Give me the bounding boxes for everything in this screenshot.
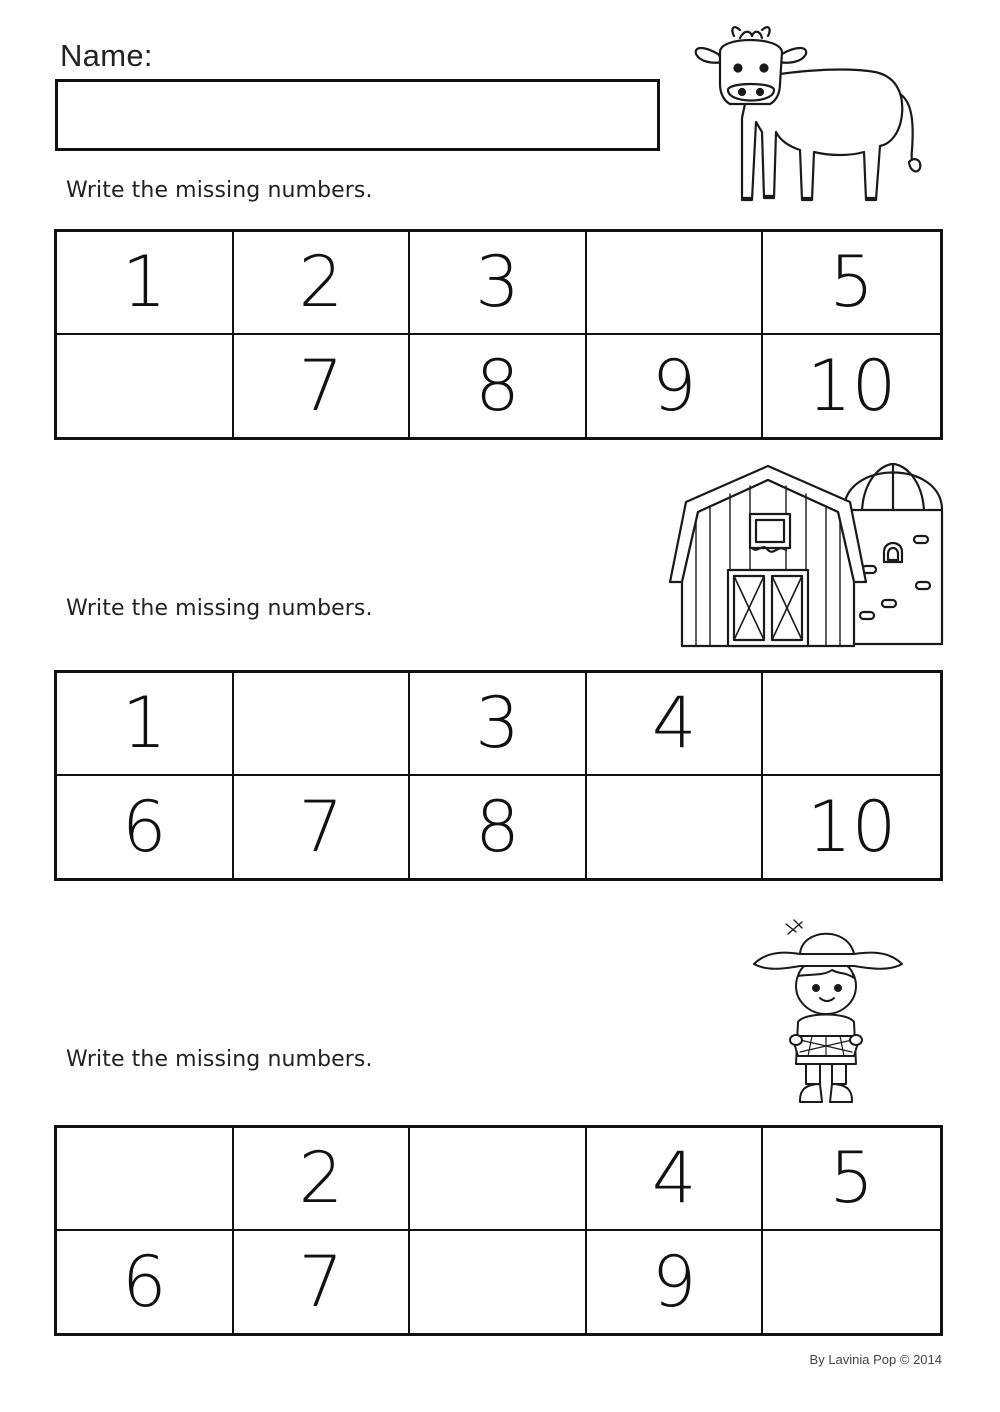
- number-cell: 8: [410, 776, 587, 879]
- instruction-text: Write the missing numbers.: [66, 1047, 373, 1072]
- number-cell: 1: [57, 673, 234, 776]
- number-cell: 6: [57, 1231, 234, 1334]
- number-cell: 10: [763, 776, 940, 879]
- missing-number-cell[interactable]: [763, 673, 940, 776]
- instruction-text: Write the missing numbers.: [66, 178, 373, 203]
- number-grid-3: [54, 1125, 943, 1336]
- farmer-boy-illustration: [748, 912, 908, 1112]
- number-cell: 10: [763, 335, 940, 438]
- number-cell: 2: [234, 1128, 411, 1231]
- number-cell: 2: [234, 232, 411, 335]
- missing-number-cell[interactable]: [410, 1128, 587, 1231]
- instruction-text: Write the missing numbers.: [66, 596, 373, 621]
- number-cell: 3: [410, 232, 587, 335]
- missing-number-cell[interactable]: [410, 1231, 587, 1334]
- number-cell: 6: [57, 776, 234, 879]
- missing-number-cell[interactable]: [763, 1231, 940, 1334]
- credit-text: By Lavinia Pop © 2014: [809, 1352, 942, 1367]
- number-cell: 7: [234, 1231, 411, 1334]
- missing-number-cell[interactable]: [587, 776, 764, 879]
- number-cell: 4: [587, 673, 764, 776]
- number-cell: 3: [410, 673, 587, 776]
- barn-silo-illustration: [666, 462, 946, 652]
- missing-number-cell[interactable]: [587, 232, 764, 335]
- number-cell: 1: [57, 232, 234, 335]
- number-cell: 5: [763, 232, 940, 335]
- number-cell: 9: [587, 1231, 764, 1334]
- number-cell: 8: [410, 335, 587, 438]
- number-grid-1: [54, 229, 943, 440]
- cow-illustration: [690, 22, 930, 212]
- number-cell: 7: [234, 776, 411, 879]
- number-cell: 4: [587, 1128, 764, 1231]
- missing-number-cell[interactable]: [57, 1128, 234, 1231]
- name-label: Name:: [60, 38, 153, 73]
- number-cell: 5: [763, 1128, 940, 1231]
- number-cell: 7: [234, 335, 411, 438]
- missing-number-cell[interactable]: [57, 335, 234, 438]
- missing-number-cell[interactable]: [234, 673, 411, 776]
- number-cell: 9: [587, 335, 764, 438]
- number-grid-2: [54, 670, 943, 881]
- name-input-box[interactable]: [55, 79, 660, 151]
